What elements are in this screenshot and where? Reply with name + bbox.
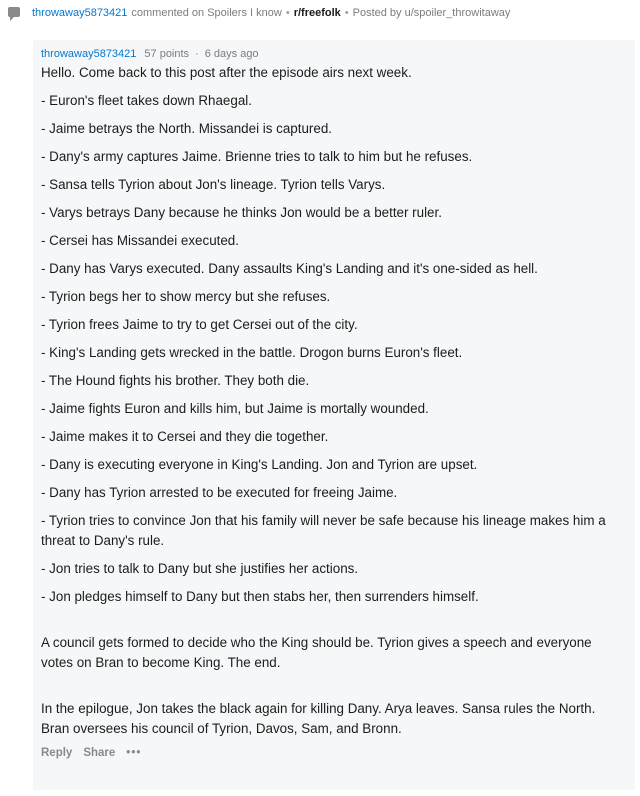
comment-age[interactable]: 6 days ago — [204, 48, 259, 60]
subreddit-link[interactable]: r/freefolk — [293, 7, 341, 19]
context-separator: • — [344, 7, 349, 19]
spoiler-line: - Jaime makes it to Cersei and they die together. — [41, 429, 329, 444]
spoiler-line: - Dany has Varys executed. Dany assaults King's Landing and it's one-sided as hell. — [41, 261, 538, 276]
comment-meta — [41, 45, 627, 63]
spoiler-line: - Tyrion begs her to show mercy but she refuses. — [41, 289, 331, 304]
spoiler-line: - Tyrion tries to convince Jon that his family will never be safe because his lineage makes him a threat to Dany's rule. — [41, 513, 606, 548]
council-paragraph: A council gets formed to decide who the King should be. Tyrion gives a speech and everyone votes on Bran to become King. The end. — [41, 635, 592, 670]
spoiler-line: - Jaime fights Euron and kills him, but Jaime is mortally wounded. — [41, 401, 429, 416]
comment-actions — [41, 747, 627, 759]
spoiler-line: - Dany is executing everyone in King's Landing. Jon and Tyrion are upset. — [41, 457, 478, 472]
spoiler-line: - Dany's army captures Jaime. Brienne tries to talk to him but he refuses. — [41, 149, 473, 164]
spoiler-line: - Jon tries to talk to Dany but she justifies her actions. — [41, 561, 359, 576]
context-username-link[interactable]: throwaway5873421 — [32, 7, 128, 19]
comment-author-link[interactable]: throwaway5873421 — [41, 48, 137, 60]
comment-points: 57 points — [144, 48, 190, 60]
comment-context-bar — [0, 0, 640, 26]
reply-button[interactable]: Reply — [41, 747, 73, 759]
posted-by-link[interactable]: Posted by u/spoiler_throwitaway — [352, 7, 511, 19]
comment-intro: Hello. Come back to this post after the episode airs next week. — [41, 65, 412, 80]
context-separator: • — [285, 7, 290, 19]
meta-dot: · — [195, 48, 199, 60]
comment-icon — [8, 7, 20, 17]
comment-body — [41, 63, 627, 739]
epilogue-paragraph: In the epilogue, Jon takes the black again for killing Dany. Arya leaves. Sansa rules the North. Bran oversees his council of Tyrion, Davos, Sam, and Bronn. — [41, 701, 596, 736]
spoiler-line: - Jon pledges himself to Dany but then stabs her, then surrenders himself. — [41, 589, 479, 604]
spoiler-line: - Varys betrays Dany because he thinks Jon would be a better ruler. — [41, 205, 442, 220]
share-button[interactable]: Share — [83, 747, 116, 759]
spoiler-line: - Dany has Tyrion arrested to be executed for freeing Jaime. — [41, 485, 398, 500]
comment-card — [33, 40, 635, 790]
spoiler-line: - Jaime betrays the North. Missandei is captured. — [41, 121, 332, 136]
spoiler-line: - Cersei has Missandei executed. — [41, 233, 239, 248]
spoiler-line: - Sansa tells Tyrion about Jon's lineage. Tyrion tells Varys. — [41, 177, 386, 192]
spoiler-line: - Tyrion frees Jaime to try to get Cersei out of the city. — [41, 317, 358, 332]
spoiler-line: - The Hound fights his brother. They both die. — [41, 373, 310, 388]
more-options-icon[interactable]: ••• — [126, 747, 142, 759]
spoiler-line: - King's Landing gets wrecked in the battle. Drogon burns Euron's fleet. — [41, 345, 463, 360]
spoiler-line: - Euron's fleet takes down Rhaegal. — [41, 93, 252, 108]
context-commented-text[interactable]: commented on Spoilers I know — [131, 7, 282, 19]
